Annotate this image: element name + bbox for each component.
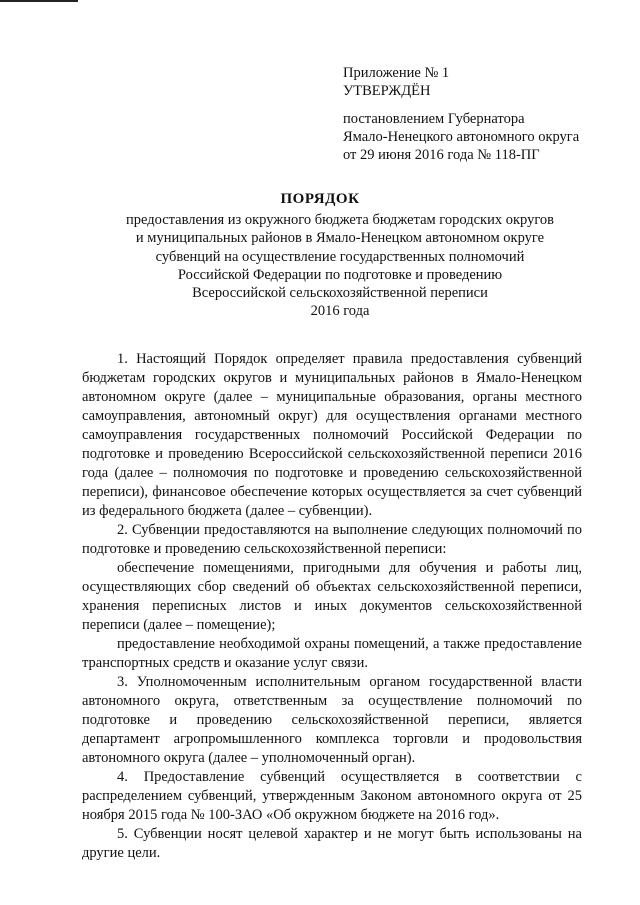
document-body [82,350,582,863]
subtitle-line: Российской Федерации по подготовке и проведению [177,266,503,283]
paragraph-4: 4. Предоставление субвенций осуществляется в соответствии с распределением субвенций, утвержденным Законом автономного округа от 25 ноября 2015 года № 100-ЗАО «Об окружном бюджете на 2016 год». [82,769,582,823]
appendix-number: Приложение № 1 [343,65,450,81]
approved-label: УТВЕРЖДЁН [343,83,431,99]
scan-edge-line [0,0,78,2]
subtitle-line: 2016 года [310,303,370,320]
resolution-line: постановлением Губернатора [343,111,525,127]
paragraph-2: 2. Субвенции предоставляются на выполнение следующих полномочий по подготовке и проведению сельскохозяйственной переписи: [82,522,582,557]
paragraph-5: 5. Субвенции носят целевой характер и не могут быть использованы на другие цели. [82,826,582,861]
region-line: Ямало-Ненецкого автономного округа [343,129,580,145]
approval-stamp-block [343,64,579,164]
document-subtitle [90,211,590,321]
paragraph-2-item-2: предоставление необходимой охраны помещений, а также предоставление транспортных средств и оказание услуг связи. [82,636,582,671]
paragraph-1: 1. Настоящий Порядок определяет правила предоставления субвенций бюджетам городских округов и муниципальных районов в Ямало-Ненецком автономном округе (далее – муниципальные образования, органы местного самоуправления, автономный округ) для осуществления органами местного самоуправления государственных полномочий Российской Федерации по подготовке и проведению Всероссийской сельскохозяйственной переписи 2016 года (далее – полномочия по подготовке и проведению сельскохозяйственной переписи), финансовое обеспечение которых осуществляется за счет субвенций из федерального бюджета (далее – субвенции). [82,351,582,519]
subtitle-line: предоставления из окружного бюджета бюджетам городских округов [125,212,555,228]
paragraph-2-item-1: обеспечение помещениями, пригодными для обучения и работы лиц, осуществляющих сбор сведений об объектах сельскохозяйственной переписи, хранения переписных листов и иных документов сельскохозяйственной переписи (далее – помещение); [82,560,582,633]
paragraph-3: 3. Уполномоченным исполнительным органом государственной власти автономного округа, ответственным за осуществление полномочий по подготовке и проведению сельскохозяйственной переписи, является департамент агропромышленного комплекса торговли и продовольствия автономного округа (далее – уполномоченный орган). [82,674,582,766]
subtitle-line: и муниципальных районов в Ямало-Ненецком автономном округе [135,230,545,247]
subtitle-line: субвенций на осуществление государственных полномочий [155,248,525,265]
resolution-date-line: от 29 июня 2016 года № 118-ПГ [343,147,540,163]
subtitle-line: Всероссийской сельскохозяйственной переписи [192,285,488,302]
document-title: ПОРЯДОК [280,191,360,207]
